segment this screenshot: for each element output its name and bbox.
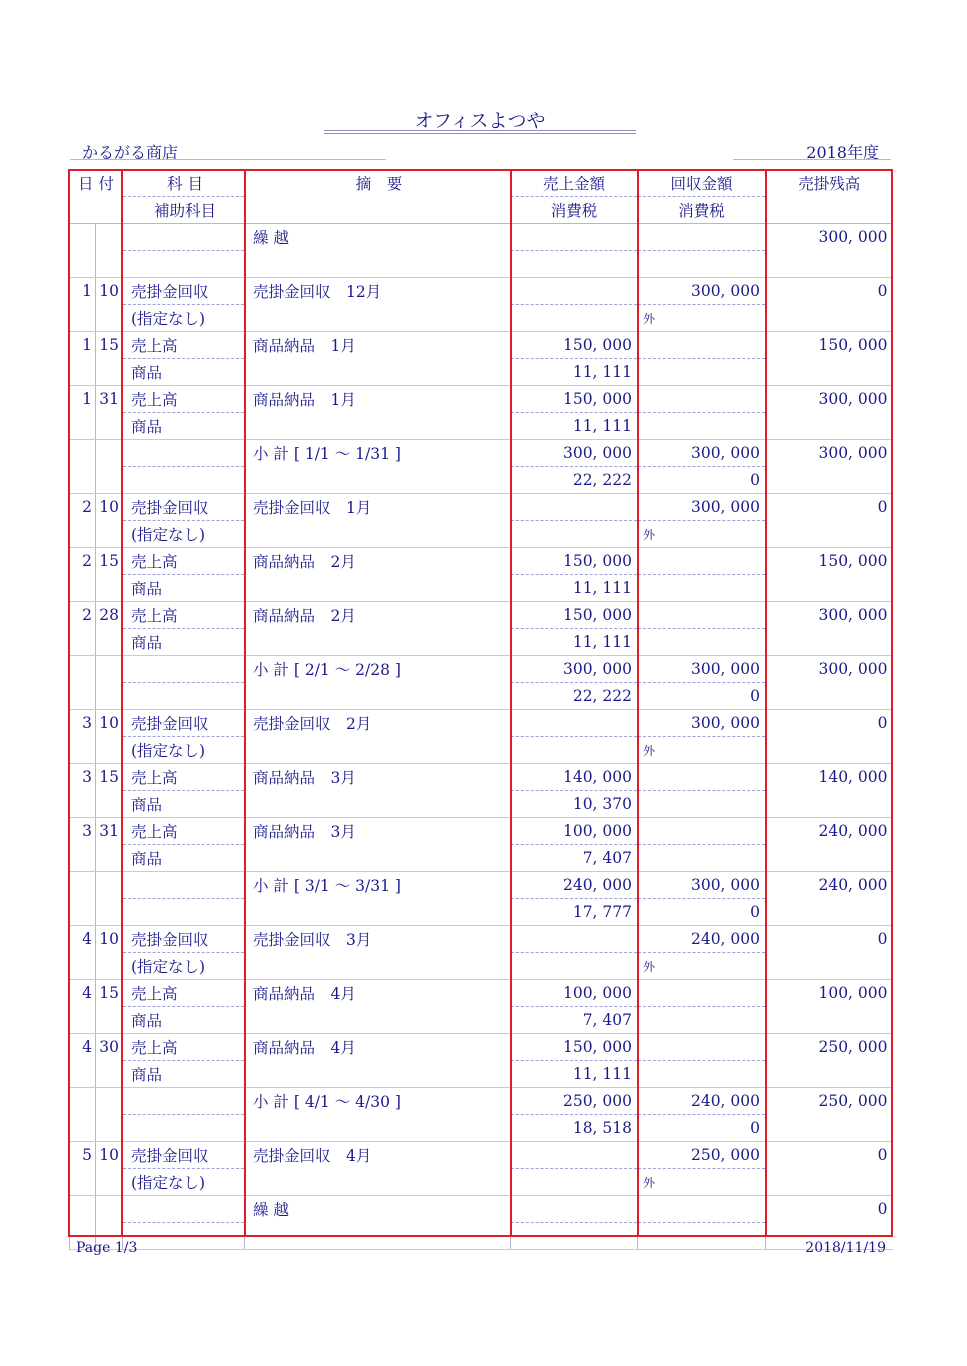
entry-row [70,1034,893,1061]
entry-day: 30 [96,1034,123,1061]
entry-balance: 300, 000 [766,224,893,251]
entry-sales-amount: 100, 000 [511,980,638,1007]
entry-row-sub [70,251,893,278]
ledger-table [69,170,893,1250]
entry-collection-tax [638,359,766,386]
entry-balance: 150, 000 [766,548,893,575]
entry-sales-amount: 150, 000 [511,1034,638,1061]
entry-row [70,332,893,359]
entry-description: 商品納品 2月 [245,548,511,575]
entry-day: 10 [96,1142,123,1169]
entry-day: 10 [96,494,123,521]
entry-month: 3 [70,710,96,737]
entry-collection-tax: 外 [638,737,766,764]
entry-collection-amount [638,1196,766,1223]
entry-description: 小 計 [ 3/1 ～ 3/31 ] [245,872,511,899]
entry-collection-tax [638,629,766,656]
entry-sub-account: 商品 [123,575,245,602]
entry-collection-amount [638,224,766,251]
entry-sub-account [123,1223,245,1250]
entry-sales-amount [511,710,638,737]
entry-description: 売掛金回収 2月 [245,710,511,737]
entry-sales-amount: 300, 000 [511,440,638,467]
entry-day [96,224,123,251]
entry-sales-amount: 100, 000 [511,818,638,845]
entry-sub-account: (指定なし) [123,737,245,764]
entry-sales-amount [511,224,638,251]
entry-sales-tax: 11, 111 [511,413,638,440]
entry-account [123,440,245,467]
entry-month [70,872,96,899]
entry-description: 商品納品 4月 [245,1034,511,1061]
entry-row-sub [70,359,893,386]
entry-row-sub [70,575,893,602]
entry-sales-amount: 150, 000 [511,602,638,629]
entry-day: 15 [96,332,123,359]
entry-collection-tax: 外 [638,305,766,332]
entry-month: 3 [70,818,96,845]
entry-account: 売上高 [123,332,245,359]
entry-sales-amount: 140, 000 [511,764,638,791]
entry-description: 売掛金回収 4月 [245,1142,511,1169]
entry-row [70,494,893,521]
entry-collection-amount [638,980,766,1007]
title-underline [324,130,636,131]
entry-row [70,656,893,683]
entry-sales-amount [511,278,638,305]
entry-sub-account [123,683,245,710]
entry-day: 10 [96,926,123,953]
entry-collection-amount: 300, 000 [638,440,766,467]
entry-row [70,818,893,845]
entry-account: 売掛金回収 [123,710,245,737]
entry-account: 売上高 [123,548,245,575]
col-balance-header: 売掛残高 [766,170,893,197]
entry-description: 小 計 [ 4/1 ～ 4/30 ] [245,1088,511,1115]
entry-sub-account: 商品 [123,1007,245,1034]
entry-collection-amount: 300, 000 [638,710,766,737]
entry-description: 商品納品 2月 [245,602,511,629]
entry-sales-amount [511,926,638,953]
entry-collection-amount [638,548,766,575]
entry-row [70,980,893,1007]
entry-balance: 240, 000 [766,818,893,845]
entry-sales-amount [511,1196,638,1223]
entry-description: 商品納品 4月 [245,980,511,1007]
entry-day: 28 [96,602,123,629]
entry-collection-tax: 0 [638,467,766,494]
entry-month: 2 [70,602,96,629]
entry-row [70,710,893,737]
entry-month: 1 [70,332,96,359]
entry-sub-account: 商品 [123,1061,245,1088]
entry-sub-account: 商品 [123,359,245,386]
col-sales-tax-header: 消費税 [511,197,638,224]
entry-collection-tax [638,791,766,818]
entry-day: 15 [96,980,123,1007]
entry-balance: 0 [766,494,893,521]
entry-sub-account: (指定なし) [123,1169,245,1196]
entry-balance: 0 [766,1196,893,1223]
entry-account: 売掛金回収 [123,494,245,521]
entry-collection-amount: 300, 000 [638,494,766,521]
entry-month: 1 [70,278,96,305]
entry-sales-tax: 11, 111 [511,359,638,386]
entry-collection-tax: 外 [638,953,766,980]
entry-row [70,1196,893,1223]
entry-sales-amount: 150, 000 [511,332,638,359]
entry-day [96,872,123,899]
entry-sales-amount: 150, 000 [511,548,638,575]
entry-sales-tax [511,737,638,764]
col-description-header: 摘 要 [245,170,511,197]
entry-sales-tax: 22, 222 [511,467,638,494]
entry-account: 売上高 [123,764,245,791]
entry-sub-account: (指定なし) [123,521,245,548]
entry-row [70,872,893,899]
entry-sales-tax: 22, 222 [511,683,638,710]
entry-sales-amount [511,1142,638,1169]
entry-collection-tax [638,1223,766,1250]
entry-sales-tax: 11, 111 [511,629,638,656]
entry-description: 商品納品 3月 [245,818,511,845]
entry-balance: 250, 000 [766,1088,893,1115]
entry-collection-tax [638,845,766,872]
entry-row-sub [70,305,893,332]
entry-sales-tax [511,305,638,332]
entry-balance: 300, 000 [766,656,893,683]
entry-description: 繰 越 [245,1196,511,1223]
entry-collection-amount [638,386,766,413]
entry-balance: 300, 000 [766,602,893,629]
entry-month: 3 [70,764,96,791]
entry-sales-amount: 240, 000 [511,872,638,899]
entry-month: 4 [70,980,96,1007]
entry-sales-tax [511,1169,638,1196]
entry-collection-tax [638,1007,766,1034]
entry-account: 売上高 [123,980,245,1007]
entry-collection-tax [638,251,766,278]
entry-row-sub [70,737,893,764]
entry-account [123,1088,245,1115]
entry-sales-tax [511,521,638,548]
entry-month [70,224,96,251]
entry-collection-tax [638,413,766,440]
entry-row-sub [70,845,893,872]
entry-row-sub [70,521,893,548]
entry-row [70,1088,893,1115]
entry-collection-amount: 240, 000 [638,926,766,953]
entry-row [70,602,893,629]
entry-row [70,764,893,791]
entry-sales-tax: 11, 111 [511,575,638,602]
entry-sales-tax: 17, 777 [511,899,638,926]
entry-sub-account [123,1115,245,1142]
entry-row-sub [70,953,893,980]
entry-month: 2 [70,548,96,575]
entry-sub-account: 商品 [123,629,245,656]
entry-sales-amount: 300, 000 [511,656,638,683]
shop-underline [70,159,386,160]
entry-row-sub [70,467,893,494]
entry-month: 5 [70,1142,96,1169]
entry-account: 売掛金回収 [123,278,245,305]
entry-account [123,872,245,899]
entry-month [70,1088,96,1115]
entry-month [70,656,96,683]
entry-month [70,440,96,467]
entry-collection-amount [638,602,766,629]
entry-account [123,1196,245,1223]
col-account-header: 科 目 [123,170,245,197]
entry-month [70,1196,96,1223]
entry-collection-tax [638,575,766,602]
entry-balance: 300, 000 [766,440,893,467]
entry-sales-tax [511,251,638,278]
entry-sales-tax: 11, 111 [511,1061,638,1088]
entry-month: 4 [70,1034,96,1061]
entry-sub-account: (指定なし) [123,953,245,980]
entry-row [70,386,893,413]
entry-description: 繰 越 [245,224,511,251]
entry-collection-amount [638,332,766,359]
col-date-header: 日 付 [70,170,123,197]
entry-balance: 0 [766,710,893,737]
entry-description: 売掛金回収 3月 [245,926,511,953]
entry-collection-tax: 外 [638,521,766,548]
year-underline [733,159,891,160]
entry-day [96,1088,123,1115]
entry-balance: 240, 000 [766,872,893,899]
entry-account: 売上高 [123,1034,245,1061]
entry-balance: 0 [766,1142,893,1169]
header-row-top [70,170,893,197]
page-number: Page 1/3 [76,1240,138,1256]
entry-collection-amount: 250, 000 [638,1142,766,1169]
entry-account [123,224,245,251]
entry-sales-amount: 250, 000 [511,1088,638,1115]
entry-day [96,1196,123,1223]
entry-row [70,1142,893,1169]
report-title: オフィスよつや [414,110,546,132]
entry-sub-account [123,899,245,926]
fiscal-year: 2018年度 [806,143,879,162]
entry-row-sub [70,791,893,818]
entry-day [96,656,123,683]
entry-balance: 250, 000 [766,1034,893,1061]
entry-balance: 0 [766,926,893,953]
entry-sub-account: 商品 [123,845,245,872]
entry-description: 商品納品 1月 [245,386,511,413]
entry-collection-tax: 外 [638,1169,766,1196]
entry-day: 31 [96,818,123,845]
entry-collection-amount: 300, 000 [638,872,766,899]
entry-account: 売上高 [123,602,245,629]
entry-sales-tax: 7, 407 [511,1007,638,1034]
entry-collection-amount [638,764,766,791]
col-collection-tax-header: 消費税 [638,197,766,224]
entry-sub-account [123,251,245,278]
entry-sales-tax: 18, 518 [511,1115,638,1142]
entry-balance: 150, 000 [766,332,893,359]
entry-description: 商品納品 1月 [245,332,511,359]
title-underline-double [324,133,636,134]
entry-description: 小 計 [ 1/1 ～ 1/31 ] [245,440,511,467]
entry-description: 商品納品 3月 [245,764,511,791]
entry-collection-tax: 0 [638,1115,766,1142]
entry-account: 売掛金回収 [123,926,245,953]
entry-row-sub [70,899,893,926]
entry-day: 10 [96,278,123,305]
entry-account: 売上高 [123,386,245,413]
col-collection-header: 回収金額 [638,170,766,197]
col-sales-header: 売上金額 [511,170,638,197]
entry-account [123,656,245,683]
entry-row-sub [70,1115,893,1142]
entry-sub-account: 商品 [123,791,245,818]
entry-collection-amount [638,818,766,845]
entry-collection-amount: 300, 000 [638,656,766,683]
entry-day: 10 [96,710,123,737]
entry-sales-amount: 150, 000 [511,386,638,413]
entry-sub-account: 商品 [123,413,245,440]
entry-row [70,440,893,467]
entry-description: 小 計 [ 2/1 ～ 2/28 ] [245,656,511,683]
entry-description: 売掛金回収 12月 [245,278,511,305]
entry-sales-amount [511,494,638,521]
entry-day [96,440,123,467]
entry-month: 2 [70,494,96,521]
entry-day: 15 [96,548,123,575]
entry-collection-tax: 0 [638,683,766,710]
col-sub-account-header: 補助科目 [123,197,245,224]
entry-row-sub [70,683,893,710]
entry-balance: 0 [766,278,893,305]
entry-balance: 300, 000 [766,386,893,413]
entry-sales-tax: 10, 370 [511,791,638,818]
entry-sub-account [123,467,245,494]
entry-sales-tax [511,1223,638,1250]
entry-row-sub [70,1169,893,1196]
entry-sales-tax [511,953,638,980]
entry-account: 売上高 [123,818,245,845]
entry-month: 1 [70,386,96,413]
entry-row [70,224,893,251]
entry-account: 売掛金回収 [123,1142,245,1169]
entry-collection-tax [638,1061,766,1088]
entry-description: 売掛金回収 1月 [245,494,511,521]
entry-month: 4 [70,926,96,953]
entry-row [70,548,893,575]
entry-row-sub [70,413,893,440]
entry-collection-tax: 0 [638,899,766,926]
entry-row [70,278,893,305]
entry-day: 31 [96,386,123,413]
entry-row [70,926,893,953]
entry-collection-amount [638,1034,766,1061]
entry-row-sub [70,1007,893,1034]
entry-sub-account: (指定なし) [123,305,245,332]
shop-name: かるがる商店 [82,143,179,162]
entry-row-sub [70,1061,893,1088]
entry-balance: 140, 000 [766,764,893,791]
entry-day: 15 [96,764,123,791]
entry-row-sub [70,629,893,656]
entry-balance: 100, 000 [766,980,893,1007]
entry-sales-tax: 7, 407 [511,845,638,872]
print-date: 2018/11/19 [805,1240,886,1256]
entry-collection-amount: 300, 000 [638,278,766,305]
entry-collection-amount: 240, 000 [638,1088,766,1115]
header-row-bottom [70,197,893,224]
